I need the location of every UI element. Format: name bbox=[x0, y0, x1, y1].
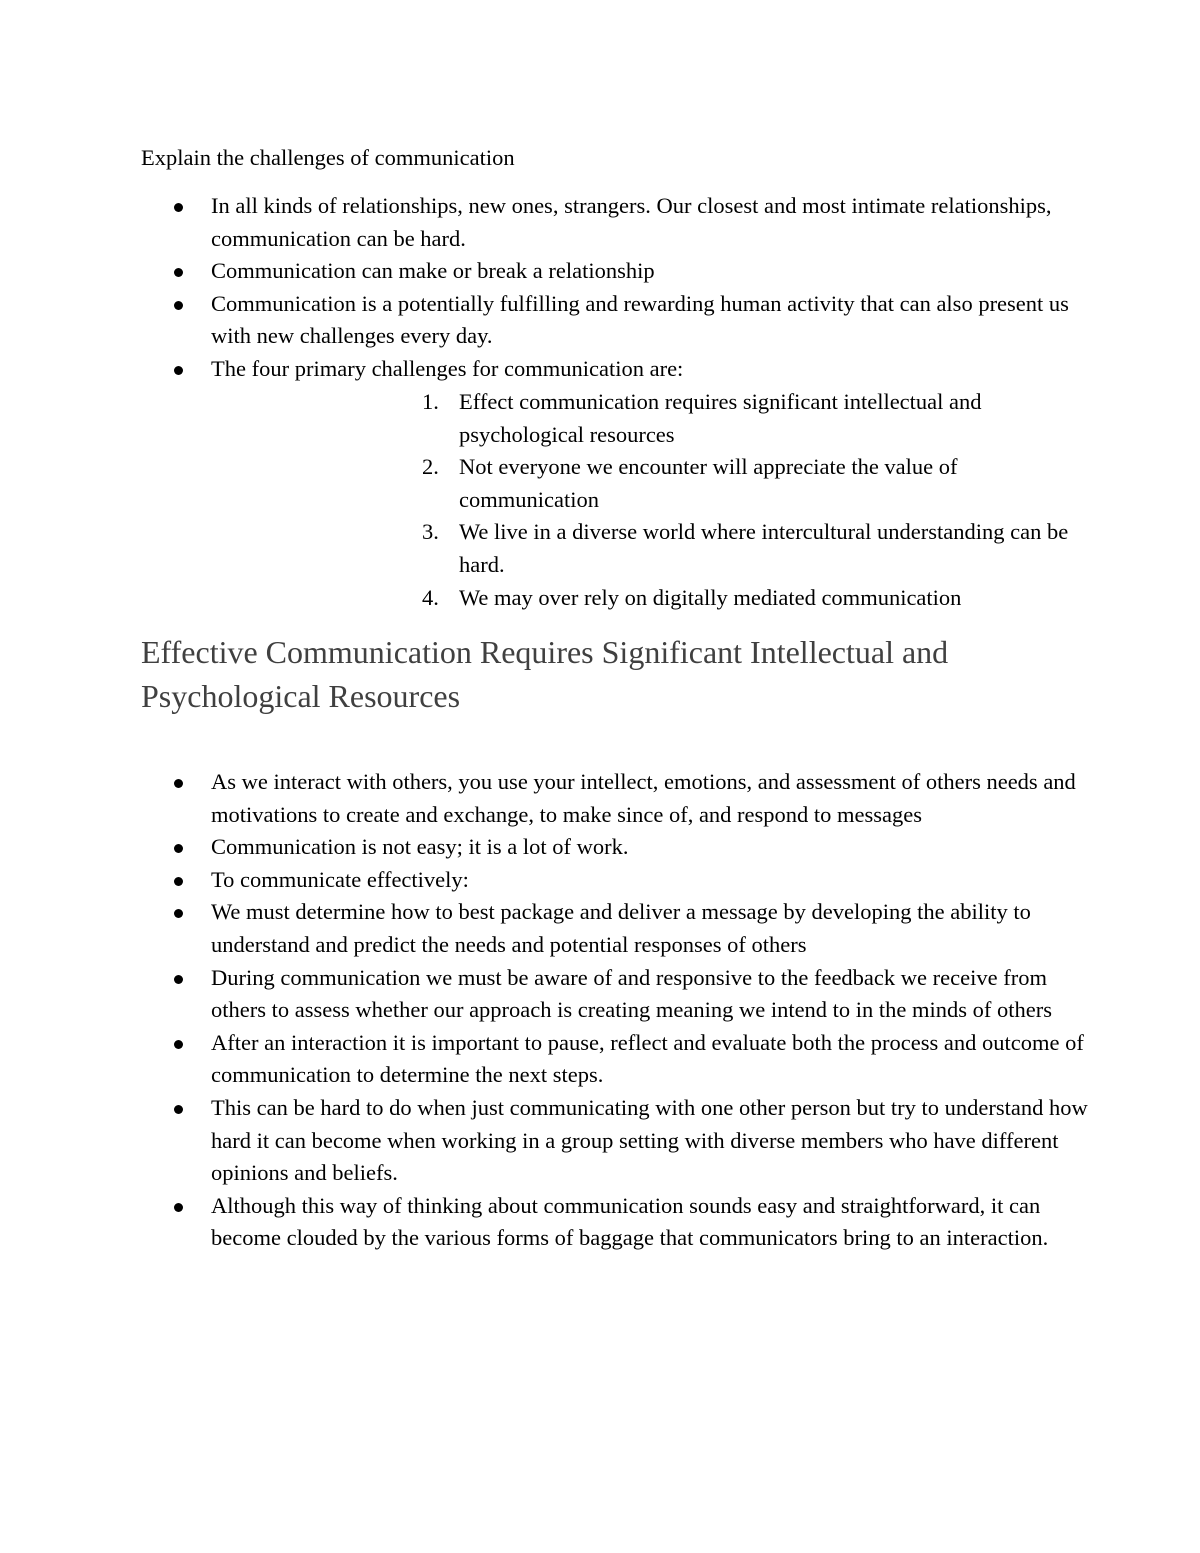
list-item-text: We live in a diverse world where intercultural understanding can be hard. bbox=[459, 519, 1069, 577]
list-item bbox=[422, 451, 1079, 516]
list-item-text: Communication is not easy; it is a lot of work. bbox=[211, 834, 629, 860]
list-item-text: Although this way of thinking about communication sounds easy and straightforward, it can become clouded by the various forms of baggage that communicators bring to an interaction. bbox=[211, 1192, 1049, 1251]
section-heading: Effective Communication Requires Significant Intellectual and Psychological Resources bbox=[141, 634, 949, 714]
list-item bbox=[211, 766, 1091, 831]
list-item-text: Not everyone we encounter will appreciate the value of communication bbox=[459, 454, 958, 512]
intro-line: Explain the challenges of communication bbox=[141, 145, 515, 170]
bullet-icon bbox=[174, 1040, 183, 1049]
list-item bbox=[211, 353, 1091, 386]
list-item-text: After an interaction it is important to pause, reflect and evaluate both the process and outcome of communication to determine the next steps. bbox=[211, 1029, 1084, 1088]
bullet-icon bbox=[174, 268, 183, 277]
list-number: 2. bbox=[422, 454, 439, 480]
list-item bbox=[211, 1190, 1091, 1255]
list-item-text: As we interact with others, you use your intellect, emotions, and assessment of others needs and motivations to create and exchange, to make since of, and respond to messages bbox=[211, 769, 1076, 827]
bullet-icon bbox=[174, 301, 183, 310]
bullet-icon bbox=[174, 366, 183, 375]
list-item bbox=[211, 962, 1091, 1027]
list-item-text: To communicate effectively: bbox=[211, 866, 469, 892]
list-item bbox=[211, 190, 1091, 255]
list-number: 1. bbox=[422, 389, 439, 414]
bullet-icon bbox=[174, 1203, 183, 1212]
list-item bbox=[422, 582, 1079, 615]
bullet-icon bbox=[174, 779, 183, 788]
challenges-bullet-list bbox=[211, 190, 1091, 386]
list-number: 3. bbox=[422, 519, 439, 545]
list-item bbox=[211, 864, 1091, 897]
list-item-text: Effect communication requires significant intellectual and psychological resources bbox=[459, 389, 982, 447]
list-item bbox=[211, 831, 1091, 864]
list-item-text: During communication we must be aware of and responsive to the feedback we receive from others to assess whether our approach is creating meaning we intend to in the minds of others bbox=[211, 964, 1053, 1023]
bullet-icon bbox=[174, 909, 183, 918]
list-item-text: Communication can make or break a relationship bbox=[211, 258, 655, 284]
effective-communication-bullet-list bbox=[211, 766, 1091, 1255]
bullet-icon bbox=[174, 975, 183, 984]
list-item-text: We may over rely on digitally mediated communication bbox=[459, 584, 962, 610]
list-item bbox=[211, 288, 1091, 353]
list-item bbox=[211, 1092, 1091, 1190]
list-item-text: We must determine how to best package and deliver a message by developing the ability to understand and predict the needs and potential responses of others bbox=[211, 899, 1031, 957]
bullet-icon bbox=[174, 877, 183, 886]
bullet-icon bbox=[174, 203, 183, 212]
bullet-icon bbox=[174, 1105, 183, 1114]
list-item bbox=[422, 516, 1079, 581]
list-item-text: Communication is a potentially fulfilling and rewarding human activity that can also present us with new challenges every day. bbox=[211, 290, 1069, 349]
four-challenges-list bbox=[422, 386, 1079, 614]
list-item-text: This can be hard to do when just communicating with one other person but try to understand how hard it can become when working in a group setting with diverse members who have different opinions and beliefs. bbox=[211, 1094, 1088, 1186]
list-item bbox=[211, 255, 1091, 288]
list-item-text: In all kinds of relationships, new ones, strangers. Our closest and most intimate relationships, communication can be hard. bbox=[211, 193, 1052, 251]
list-item bbox=[422, 386, 1079, 451]
list-number: 4. bbox=[422, 584, 439, 610]
list-item bbox=[211, 1027, 1091, 1092]
list-item-text: The four primary challenges for communication are: bbox=[211, 355, 684, 381]
bullet-icon bbox=[174, 844, 183, 853]
list-item bbox=[211, 896, 1091, 961]
